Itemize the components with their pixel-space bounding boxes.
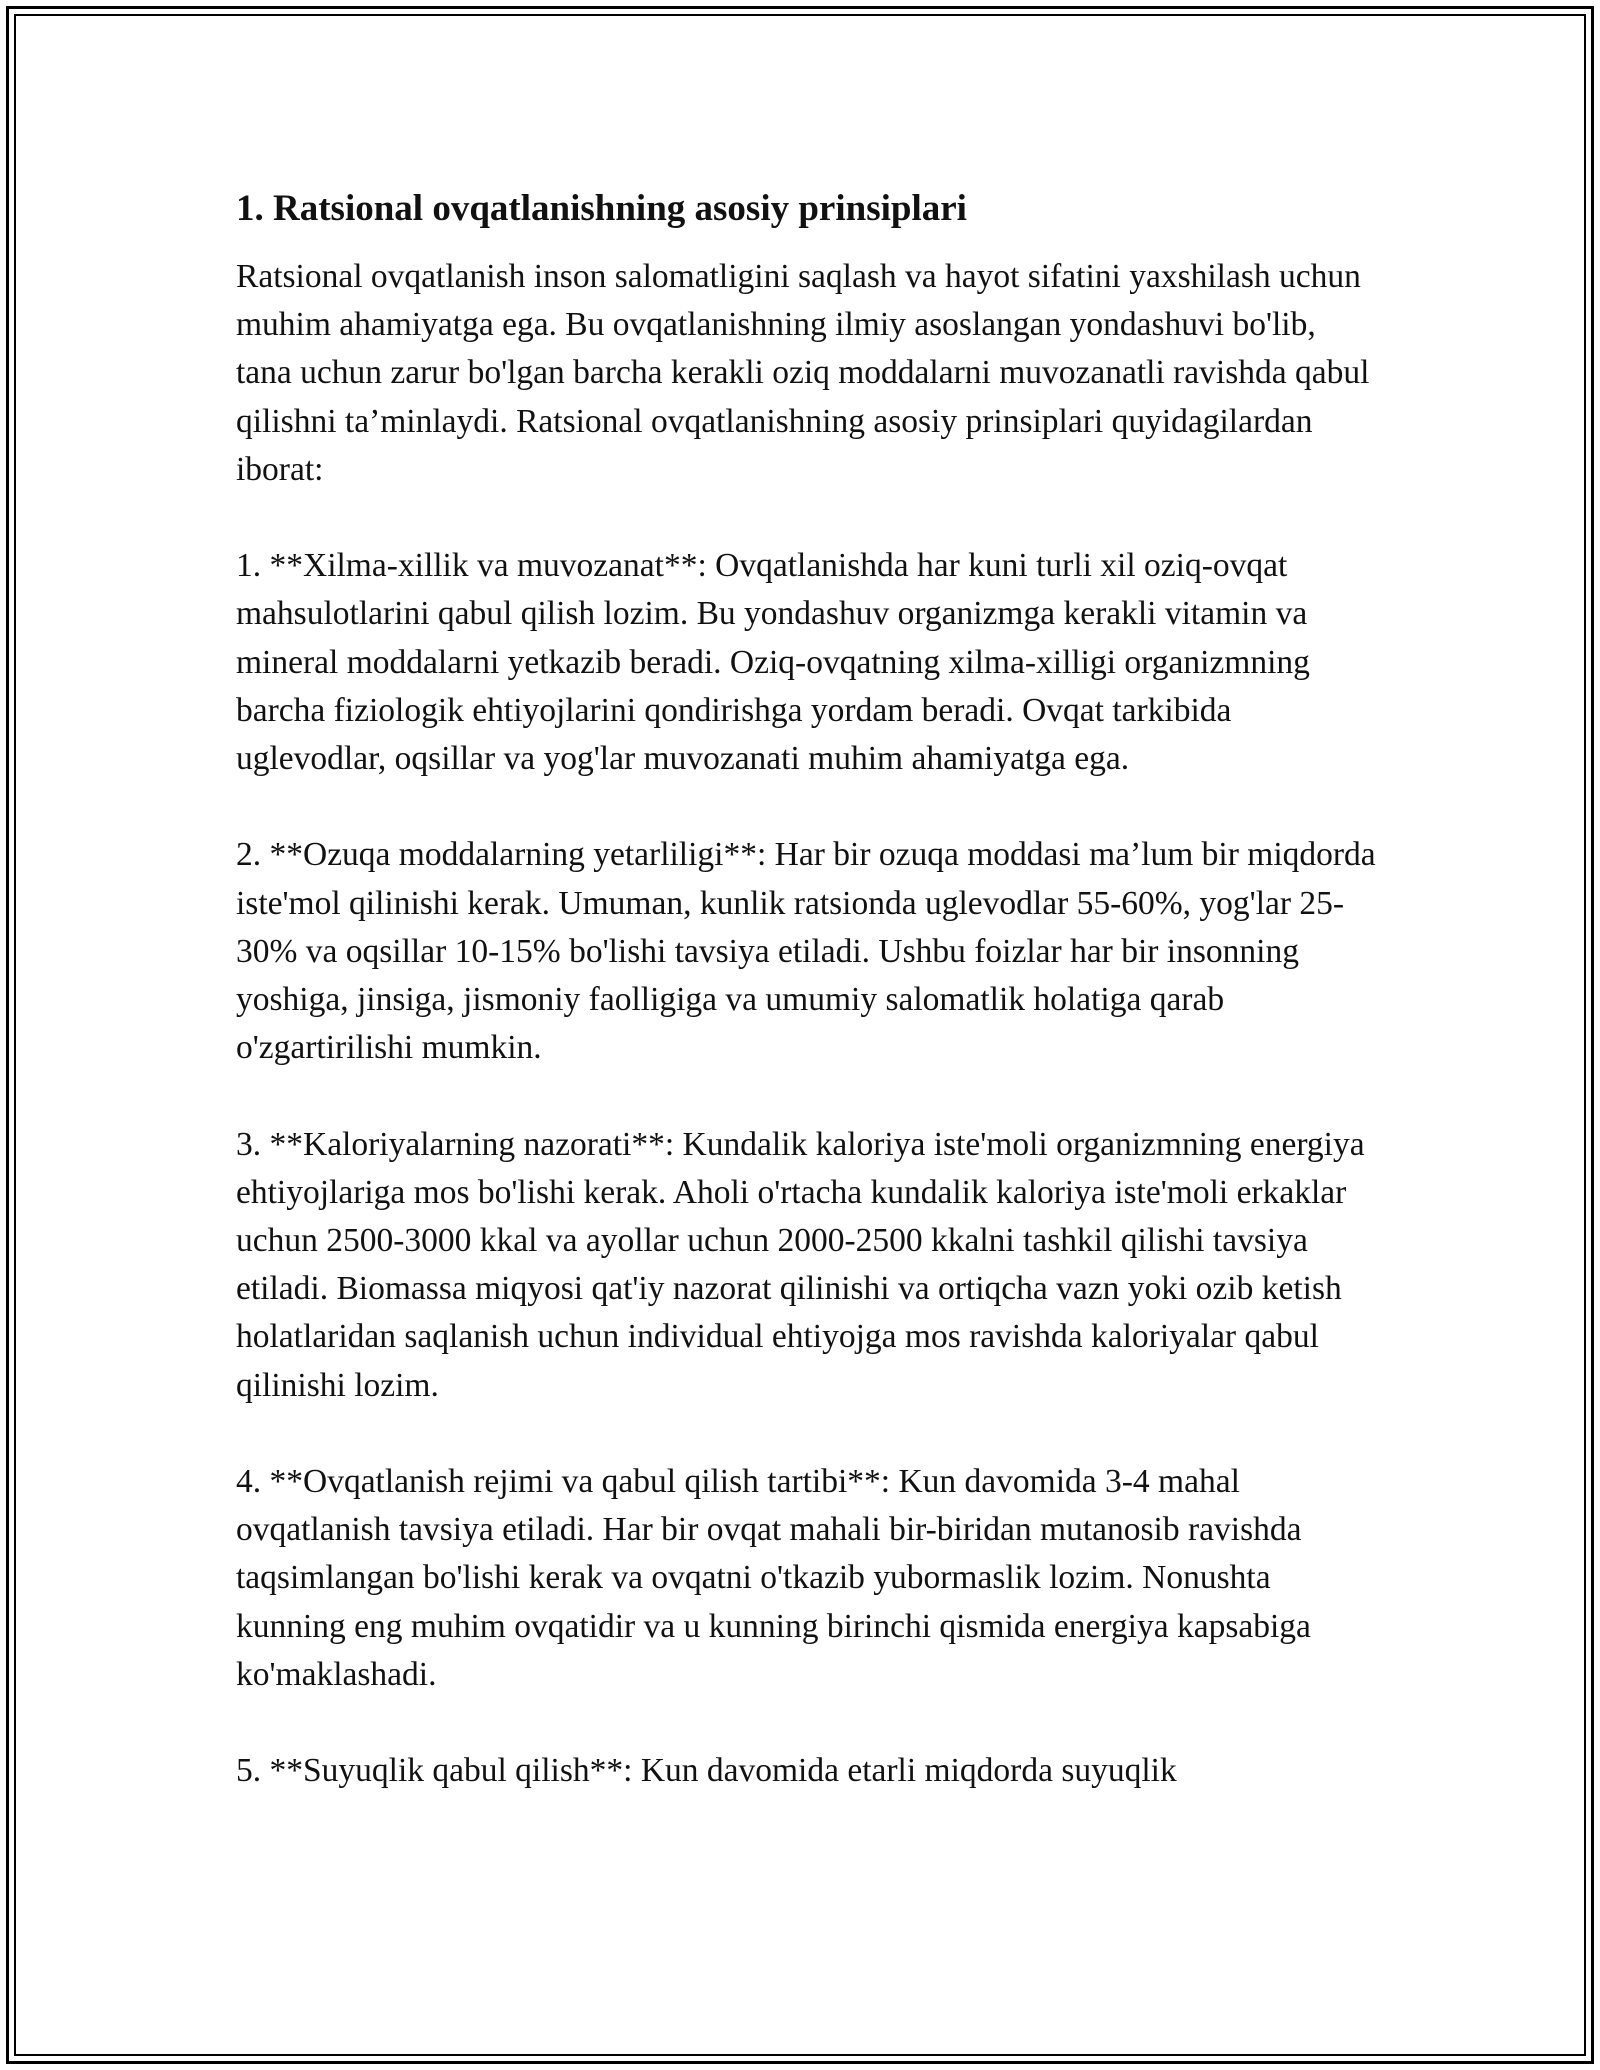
section-heading: 1. Ratsional ovqatlanishning asosiy prinsiplari: [236, 188, 967, 229]
principle-5-paragraph: 5. **Suyuqlik qabul qilish**: Kun davomida etarli miqdorda suyuqlik: [236, 1752, 1177, 1790]
intro-paragraph: Ratsional ovqatlanish inson salomatligini saqlash va hayot sifatini yaxshilash uchun muhim ahamiyatga ega. Bu ovqatlanishning ilmiy asoslangan yondashuvi bo'lib, tana uchun zarur bo'lgan barcha kerakli oziq moddalarni muvozanatli ravishda qabul qilishni ta’minlaydi. Ratsional ovqatlanishning asosiy prinsiplari quyidagilardan iborat:: [236, 258, 1370, 488]
document-body: [236, 185, 1376, 1844]
principle-2-paragraph: 2. **Ozuqa moddalarning yetarliligi**: Har bir ozuqa moddasi ma’lum bir miqdorda iste'mol qilinishi kerak. Umuman, kunlik ratsionda uglevodlar 55-60%, yog'lar 25-30% va oqsillar 10-15% bo'lishi tavsiya etiladi. Ushbu foizlar har bir insonning yoshiga, jinsiga, jismoniy faolligiga va umumiy salomatlik holatiga qarab o'zgartirilishi mumkin.: [236, 836, 1376, 1067]
principle-3-paragraph: 3. **Kaloriyalarning nazorati**: Kundalik kaloriya iste'moli organizmning energiya ehtiyojlariga mos bo'lishi kerak. Aholi o'rtacha kundalik kaloriya iste'moli erkaklar uchun 2500-3000 kkal va ayollar uchun 2000-2500 kkalni tashkil qilishi tavsiya etiladi. Biomassa miqyosi qat'iy nazorat qilinishi va ortiqcha vazn yoki ozib ketish holatlaridan saqlanish uchun individual ehtiyojga mos ravishda kaloriyalar qabul qilinishi lozim.: [236, 1125, 1365, 1404]
principle-4-paragraph: 4. **Ovqatlanish rejimi va qabul qilish tartibi**: Kun davomida 3-4 mahal ovqatlanish tavsiya etiladi. Har bir ovqat mahali bir-biridan mutanosib ravishda taqsimlangan bo'lishi kerak va ovqatni o'tkazib yubormaslik lozim. Nonushta kunning eng muhim ovqatidir va u kunning birinchi qismida energiya kapsabiga ko'maklashadi.: [236, 1463, 1311, 1693]
principle-1-paragraph: 1. **Xilma-xillik va muvozanat**: Ovqatlanishda har kuni turli xil oziq-ovqat mahsulotlarini qabul qilish lozim. Bu yondashuv organizmga kerakli vitamin va mineral moddalarni yetkazib beradi. Oziq-ovqatning xilma-xilligi organizmning barcha fiziologik ehtiyojlarini qondirishga yordam beradi. Ovqat tarkibida uglevodlar, oqsillar va yog'lar muvozanati muhim ahamiyatga ega.: [236, 547, 1310, 778]
